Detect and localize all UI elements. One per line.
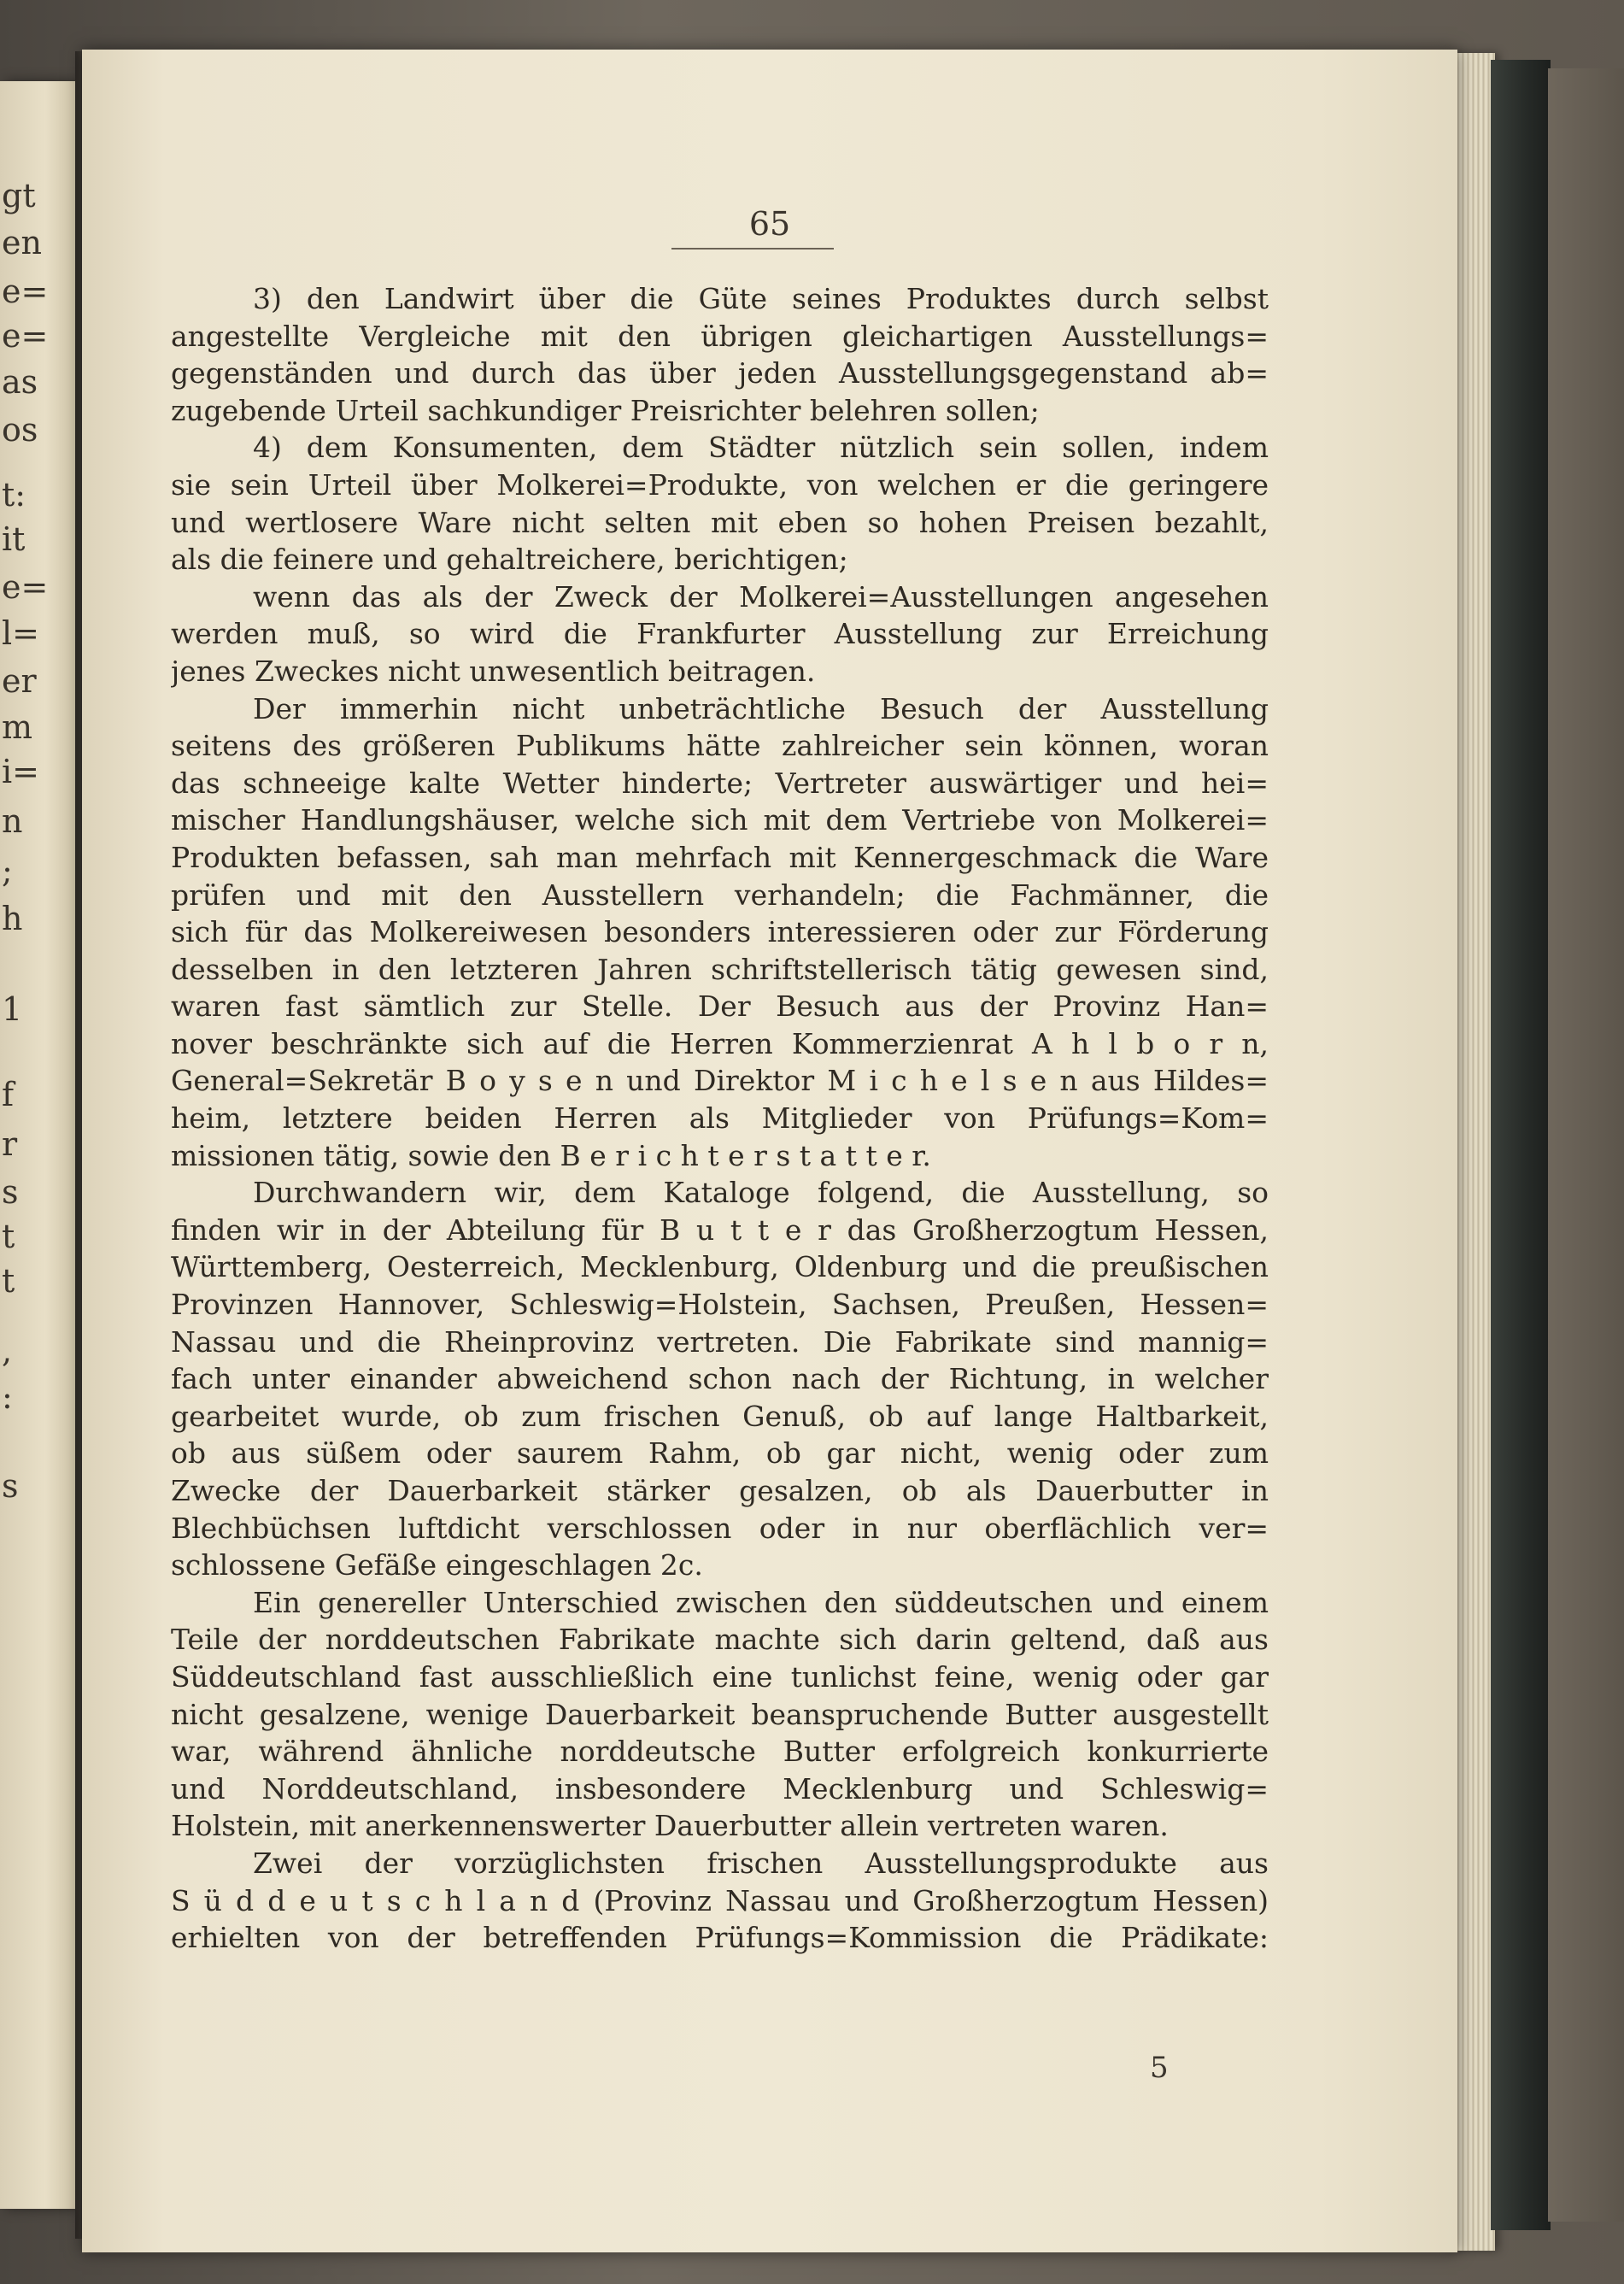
text-line: Holstein, mit anerkennenswerter Dauerbutter allein vertreten waren. <box>171 1809 1169 1843</box>
left-page-text-fragment: n <box>2 802 23 840</box>
left-page-text-fragment: er <box>2 662 37 700</box>
text-line: gearbeitet wurde, ob zum frischen Genuß, ob auf lange Haltbarkeit, <box>171 1399 1269 1433</box>
text-line: war, während ähnliche norddeutsche Butter erfolgreich konkurrierte <box>171 1735 1269 1769</box>
text-line: Zwei der vorzüglichsten frischen Ausstellungsprodukte aus <box>253 1846 1269 1880</box>
text-line: sie sein Urteil über Molkerei=Produkte, von welchen er die geringere <box>171 467 1269 502</box>
text-line: Blechbüchsen luftdicht verschlossen oder in nur oberflächlich ver= <box>171 1511 1269 1545</box>
text-line: sich für das Molkereiwesen besonders interessieren oder zur Förderung <box>171 915 1269 949</box>
left-page-text-fragment: f <box>2 1076 15 1113</box>
text-line: und wertlosere Ware nicht selten mit eben so hohen Preisen bezahlt, <box>171 505 1269 539</box>
left-page-text-fragment: l= <box>2 614 39 652</box>
text-line: missionen tätig, sowie den B e r i c h t e r s t a t t e r. <box>171 1138 931 1172</box>
previous-page-edge <box>0 81 75 2209</box>
left-page-text-fragment: , <box>2 1332 13 1370</box>
left-page-text-fragment: ; <box>2 852 13 890</box>
text-line: mischer Handlungshäuser, welche sich mit dem Vertriebe von Molkerei= <box>171 803 1269 837</box>
left-page-text-fragment: e= <box>2 568 49 606</box>
book-page <box>82 50 1457 2252</box>
left-page-text-fragment: s <box>2 1173 19 1211</box>
left-page-text-fragment: os <box>2 411 38 449</box>
text-line: heim, letztere beiden Herren als Mitglieder von Prüfungs=Kom= <box>171 1101 1269 1136</box>
text-line: werden muß, so wird die Frankfurter Ausstellung zur Erreichung <box>171 617 1269 651</box>
page-body-text <box>171 280 1269 1957</box>
left-page-text-fragment: m <box>2 708 33 746</box>
background-edge <box>1548 68 1624 2222</box>
text-line: angestellte Vergleiche mit den übrigen gleichartigen Ausstellungs= <box>171 319 1269 353</box>
text-line: Teile der norddeutschen Fabrikate machte sich darin geltend, daß aus <box>171 1623 1269 1657</box>
text-line: erhielten von der betreffenden Prüfungs=Kommission die Prädikate: <box>171 1921 1269 1955</box>
text-line: nicht gesalzene, wenige Dauerbarkeit beanspruchende Butter ausgestellt <box>171 1697 1269 1731</box>
text-line: desselben in den letzteren Jahren schriftstellerisch tätig gewesen sind, <box>171 952 1269 986</box>
left-page-text-fragment: it <box>2 520 26 558</box>
book-cover-spine <box>1491 60 1551 2230</box>
text-line: fach unter einander abweichend schon nach der Richtung, in welcher <box>171 1362 1269 1396</box>
text-line: wenn das als der Zweck der Molkerei=Ausstellungen angesehen <box>253 579 1269 614</box>
text-line: finden wir in der Abteilung für B u t t e r das Großherzogtum Hessen, <box>171 1212 1269 1247</box>
page-number: 65 <box>748 205 791 243</box>
text-line: das schneeige kalte Wetter hinderte; Vertreter auswärtiger und hei= <box>171 766 1269 800</box>
text-line: schlossene Gefäße eingeschlagen 2c. <box>171 1548 703 1582</box>
left-page-text-fragment: en <box>2 224 42 261</box>
text-line: S ü d d e u t s c h l a n d (Provinz Nassau und Großherzogtum Hessen) <box>171 1883 1269 1917</box>
text-line: Süddeutschland fast ausschließlich eine tunlichst feine, wenig oder gar <box>171 1659 1269 1694</box>
left-page-text-fragment: i= <box>2 753 39 790</box>
left-page-text-fragment: 1 <box>2 990 23 1028</box>
text-line: nover beschränkte sich auf die Herren Kommerzienrat A h l b o r n, <box>171 1026 1269 1060</box>
text-line: Provinzen Hannover, Schleswig=Holstein, Sachsen, Preußen, Hessen= <box>171 1288 1269 1322</box>
left-page-text-fragment: as <box>2 363 38 401</box>
left-page-text-fragment: t <box>2 1262 15 1300</box>
left-page-text-fragment: e= <box>2 273 49 310</box>
page-number-rule <box>671 248 834 250</box>
signature-mark: 5 <box>1150 2051 1169 2085</box>
text-line: prüfen und mit den Ausstellern verhandeln; die Fachmänner, die <box>171 878 1269 912</box>
left-page-text-fragment: t <box>2 1218 15 1255</box>
text-line: Der immerhin nicht unbeträchtliche Besuch der Ausstellung <box>253 691 1269 725</box>
text-line: und Norddeutschland, insbesondere Mecklenburg und Schleswig= <box>171 1771 1269 1805</box>
left-page-text-fragment: e= <box>2 317 49 355</box>
text-line: jenes Zweckes nicht unwesentlich beitragen. <box>171 654 816 688</box>
text-line: General=Sekretär B o y s e n und Direktor M i c h e l s e n aus Hildes= <box>171 1064 1269 1098</box>
left-page-text-fragment: r <box>2 1125 18 1163</box>
text-line: Zwecke der Dauerbarkeit stärker gesalzen, ob als Dauerbutter in <box>171 1474 1269 1507</box>
text-line: 3) den Landwirt über die Güte seines Produktes durch selbst <box>253 282 1269 315</box>
text-line: Ein genereller Unterschied zwischen den süddeutschen und einem <box>253 1585 1269 1619</box>
left-page-text-fragment: h <box>2 900 23 937</box>
text-line: gegenständen und durch das über jeden Ausstellungsgegenstand ab= <box>171 356 1269 390</box>
text-line: waren fast sämtlich zur Stelle. Der Besuch aus der Provinz Han= <box>171 989 1269 1024</box>
text-line: als die feinere und gehaltreichere, berichtigen; <box>171 543 848 577</box>
text-line: seitens des größeren Publikums hätte zahlreicher sein können, woran <box>171 729 1269 763</box>
text-line: Durchwandern wir, dem Kataloge folgend, die Ausstellung, so <box>253 1176 1269 1210</box>
left-page-text-fragment: gt <box>2 177 36 214</box>
text-line: zugebende Urteil sachkundiger Preisrichter belehren sollen; <box>171 393 1040 427</box>
left-page-text-fragment: t: <box>2 476 26 514</box>
text-line: Württemberg, Oesterreich, Mecklenburg, Oldenburg und die preußischen <box>171 1250 1269 1284</box>
left-page-text-fragment: : <box>2 1378 13 1416</box>
text-line: Produkten befassen, sah man mehrfach mit Kennergeschmack die Ware <box>171 840 1269 874</box>
text-line: 4) dem Konsumenten, dem Städter nützlich sein sollen, indem <box>253 431 1269 465</box>
text-line: Nassau und die Rheinprovinz vertreten. Die Fabrikate sind mannig= <box>171 1324 1269 1359</box>
left-page-text-fragment: s <box>2 1467 19 1505</box>
text-line: ob aus süßem oder saurem Rahm, ob gar nicht, wenig oder zum <box>171 1436 1269 1471</box>
